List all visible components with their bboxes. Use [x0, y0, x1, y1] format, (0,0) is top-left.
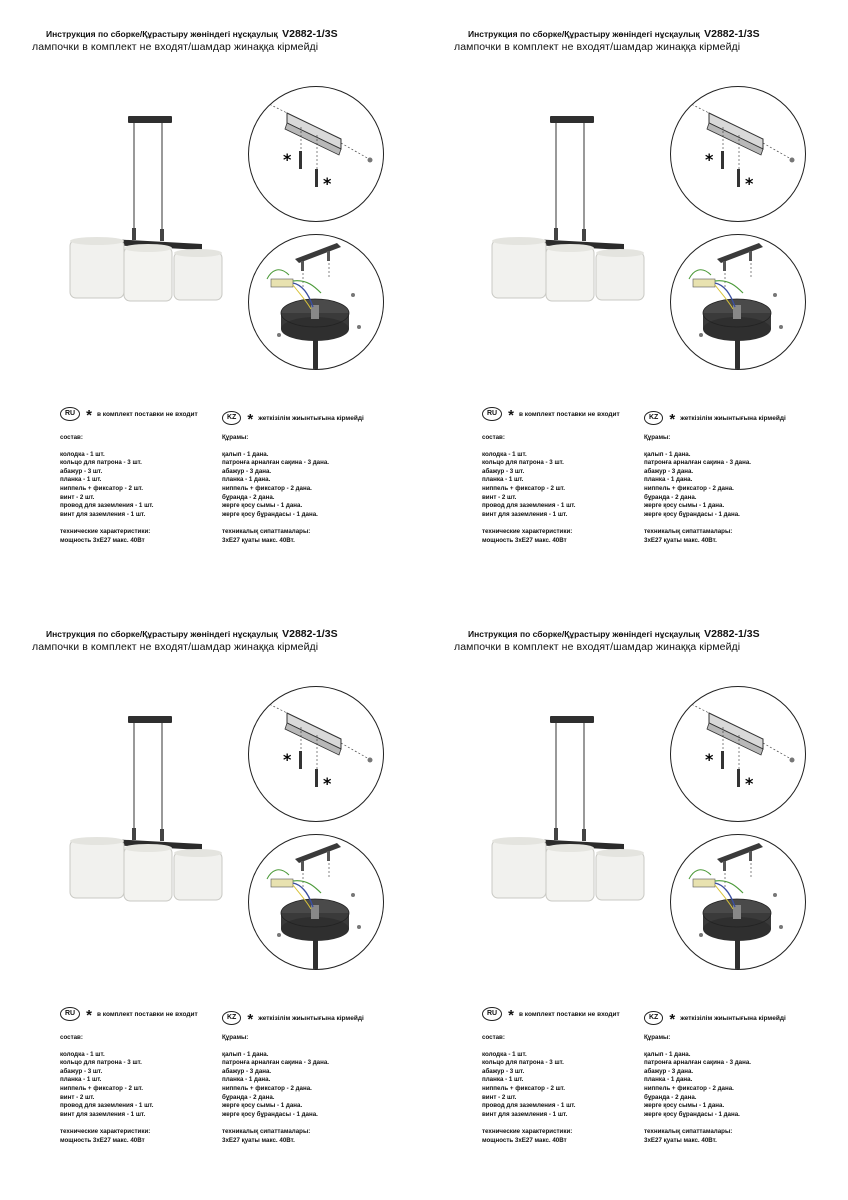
list-item: қалып - 1 дана.: [222, 450, 269, 458]
canopy-wiring-detail: [248, 834, 384, 970]
list-item: абажур - 3 шт.: [482, 467, 525, 475]
kz-contents-column: [644, 434, 844, 546]
kz-note-text: жеткізілім жиынтығына кірмейді: [258, 414, 364, 422]
ru-tech-specs: [482, 528, 642, 545]
list-item: қалып - 1 дана.: [644, 450, 691, 458]
kz-contents-column: [644, 1034, 844, 1146]
asterisk-mark: *: [669, 411, 676, 428]
kz-tech-specs: [222, 1128, 422, 1145]
list-item: винт для заземления - 1 шт.: [482, 1110, 568, 1118]
ru-tech-heading: технические характеристики:: [60, 1128, 151, 1136]
kz-language-badge: KZ: [222, 411, 241, 425]
kz-contents-heading: Құрамы:: [644, 434, 671, 441]
list-item: кольцо для патрона - 3 шт.: [482, 1059, 564, 1067]
asterisk-mark: *: [247, 1011, 254, 1028]
ru-language-badge: RU: [482, 407, 502, 421]
ru-not-included-note: [482, 1004, 620, 1024]
kz-note-text: жеткізілім жиынтығына кірмейді: [258, 1014, 364, 1022]
list-item: абажур - 3 дана.: [644, 467, 694, 475]
asterisk-mark: *: [86, 1007, 92, 1024]
kz-not-included-note: [644, 408, 786, 428]
kz-tech-value: 3хЕ27 қуаты макс. 40Вт.: [644, 1136, 717, 1144]
list-item: жерге қосу сымы - 1 дана.: [644, 502, 725, 510]
ru-contents-column: [60, 434, 220, 546]
list-item: патронға арналған сақина - 3 дана.: [644, 459, 752, 467]
list-item: жерге қосу бұрандасы - 1 дана.: [222, 1110, 318, 1118]
list-item: қалып - 1 дана.: [222, 1050, 269, 1058]
model-number: V2882-1/3S: [704, 628, 760, 640]
list-item: бұрандa - 2 дана.: [644, 1093, 697, 1101]
ru-contents-heading: состав:: [482, 1034, 505, 1041]
kz-tech-heading: техникалық сипаттамалары:: [222, 1128, 311, 1136]
list-item: ниппель + фиксатор - 2 шт.: [482, 484, 565, 492]
list-item: абажур - 3 шт.: [60, 1067, 103, 1075]
svg-text:*: *: [705, 750, 714, 769]
list-item: винт для заземления - 1 шт.: [60, 510, 146, 518]
model-number: V2882-1/3S: [282, 628, 338, 640]
asterisk-mark: *: [247, 411, 254, 428]
mounting-bracket-detail: [248, 86, 384, 222]
list-item: қалып - 1 дана.: [644, 1050, 691, 1058]
kz-tech-heading: техникалық сипаттамалары:: [644, 1128, 733, 1136]
title-prefix: Инструкция по сборке/Құрастыру жөніндегі нұсқаулық: [468, 629, 700, 639]
pendant-lamp-illustration: [62, 710, 238, 910]
list-item: планка - 1 шт.: [482, 476, 524, 484]
model-number: V2882-1/3S: [282, 28, 338, 40]
list-item: колодка - 1 шт.: [60, 450, 105, 458]
svg-text:*: *: [323, 774, 332, 793]
list-item: бұрандa - 2 дана.: [644, 493, 697, 501]
bulbs-note: лампочки в комплект не входят/шамдар жинаққа кірмейді: [32, 641, 319, 653]
mounting-bracket-detail: [670, 686, 806, 822]
svg-text:*: *: [323, 174, 332, 193]
list-item: винт - 2 шт.: [482, 1093, 517, 1101]
list-item: планка - 1 шт.: [60, 476, 102, 484]
list-item: колодка - 1 шт.: [60, 1050, 105, 1058]
canopy-wiring-detail: [670, 834, 806, 970]
list-item: винт - 2 шт.: [482, 493, 517, 501]
list-item: колодка - 1 шт.: [482, 1050, 527, 1058]
ru-note-text: в комплект поставки не входит: [518, 1010, 620, 1018]
list-item: планка - 1 дана.: [222, 476, 271, 484]
instruction-title: [46, 628, 338, 640]
svg-text:*: *: [705, 150, 714, 169]
bulbs-note: лампочки в комплект не входят/шамдар жинаққа кірмейді: [454, 41, 741, 53]
kz-contents-list: [644, 1051, 844, 1120]
list-item: патронға арналған сақина - 3 дана.: [222, 1059, 330, 1067]
svg-text:*: *: [283, 150, 292, 169]
list-item: планка - 1 шт.: [482, 1076, 524, 1084]
list-item: винт для заземления - 1 шт.: [60, 1110, 146, 1118]
ru-language-badge: RU: [60, 407, 80, 421]
ru-language-badge: RU: [482, 1007, 502, 1021]
ru-contents-column: [482, 434, 642, 546]
list-item: провод для заземления - 1 шт.: [482, 502, 576, 510]
list-item: абажур - 3 дана.: [644, 1067, 694, 1075]
pendant-lamp-illustration: [484, 110, 660, 310]
bulbs-note: лампочки в комплект не входят/шамдар жинаққа кірмейді: [32, 41, 319, 53]
kz-tech-value: 3хЕ27 қуаты макс. 40Вт.: [222, 1136, 295, 1144]
list-item: провод для заземления - 1 шт.: [482, 1102, 576, 1110]
ru-tech-heading: технические характеристики:: [482, 1128, 573, 1136]
list-item: патронға арналған сақина - 3 дана.: [222, 459, 330, 467]
kz-tech-heading: техникалық сипаттамалары:: [222, 528, 311, 536]
list-item: абажур - 3 шт.: [482, 1067, 525, 1075]
kz-tech-value: 3хЕ27 қуаты макс. 40Вт.: [644, 536, 717, 544]
list-item: патронға арналған сақина - 3 дана.: [644, 1059, 752, 1067]
kz-not-included-note: [644, 1008, 786, 1028]
list-item: планка - 1 дана.: [222, 1076, 271, 1084]
kz-not-included-note: [222, 408, 364, 428]
list-item: жерге қосу сымы - 1 дана.: [644, 1102, 725, 1110]
instruction-copy-4: [454, 626, 848, 1186]
kz-tech-specs: [222, 528, 422, 545]
list-item: кольцо для патрона - 3 шт.: [60, 459, 142, 467]
kz-language-badge: KZ: [644, 1011, 663, 1025]
instruction-copy-2: [454, 26, 848, 586]
kz-contents-list: [222, 1051, 422, 1120]
instruction-title: [468, 628, 760, 640]
instruction-copy-1: [32, 26, 432, 586]
ru-note-text: в комплект поставки не входит: [96, 1010, 198, 1018]
list-item: провод для заземления - 1 шт.: [60, 502, 154, 510]
title-prefix: Инструкция по сборке/Құрастыру жөніндегі нұсқаулық: [46, 629, 278, 639]
ru-contents-list: [60, 1051, 220, 1120]
list-item: бұрандa - 2 дана.: [222, 493, 275, 501]
asterisk-mark: *: [669, 1011, 676, 1028]
kz-tech-heading: техникалық сипаттамалары:: [644, 528, 733, 536]
ru-not-included-note: [482, 404, 620, 424]
ru-contents-list: [482, 451, 642, 520]
list-item: провод для заземления - 1 шт.: [60, 1102, 154, 1110]
kz-contents-list: [644, 451, 844, 520]
list-item: кольцо для патрона - 3 шт.: [60, 1059, 142, 1067]
kz-language-badge: KZ: [222, 1011, 241, 1025]
mounting-bracket-detail: [670, 86, 806, 222]
canopy-wiring-detail: [670, 234, 806, 370]
kz-note-text: жеткізілім жиынтығына кірмейді: [680, 414, 786, 422]
list-item: винт - 2 шт.: [60, 1093, 95, 1101]
title-prefix: Инструкция по сборке/Құрастыру жөніндегі нұсқаулық: [468, 29, 700, 39]
ru-contents-list: [482, 1051, 642, 1120]
list-item: жерге қосу бұрандасы - 1 дана.: [222, 510, 318, 518]
ru-tech-heading: технические характеристики:: [482, 528, 573, 536]
list-item: жерге қосу бұрандасы - 1 дана.: [644, 510, 740, 518]
ru-not-included-note: [60, 404, 198, 424]
kz-not-included-note: [222, 1008, 364, 1028]
instruction-title: [46, 28, 338, 40]
list-item: жерге қосу сымы - 1 дана.: [222, 502, 303, 510]
kz-tech-specs: [644, 528, 844, 545]
svg-text:*: *: [283, 750, 292, 769]
list-item: кольцо для патрона - 3 шт.: [482, 459, 564, 467]
ru-tech-value: мощность 3хЕ27 макс. 40Вт: [482, 536, 567, 544]
list-item: винт для заземления - 1 шт.: [482, 510, 568, 518]
list-item: колодка - 1 шт.: [482, 450, 527, 458]
kz-tech-value: 3хЕ27 қуаты макс. 40Вт.: [222, 536, 295, 544]
list-item: ниппель + фиксатор - 2 дана.: [644, 1084, 734, 1092]
ru-tech-value: мощность 3хЕ27 макс. 40Вт: [60, 536, 145, 544]
ru-contents-column: [60, 1034, 220, 1146]
ru-tech-value: мощность 3хЕ27 макс. 40Вт: [60, 1136, 145, 1144]
ru-contents-list: [60, 451, 220, 520]
kz-contents-column: [222, 1034, 422, 1146]
list-item: абажур - 3 шт.: [60, 467, 103, 475]
list-item: абажур - 3 дана.: [222, 1067, 272, 1075]
model-number: V2882-1/3S: [704, 28, 760, 40]
pendant-lamp-illustration: [484, 710, 660, 910]
ru-tech-specs: [482, 1128, 642, 1145]
ru-contents-column: [482, 1034, 642, 1146]
ru-tech-value: мощность 3хЕ27 макс. 40Вт: [482, 1136, 567, 1144]
ru-tech-specs: [60, 1128, 220, 1145]
ru-contents-heading: состав:: [60, 1034, 83, 1041]
mounting-bracket-detail: [248, 686, 384, 822]
svg-text:*: *: [745, 774, 754, 793]
list-item: ниппель + фиксатор - 2 дана.: [222, 484, 312, 492]
instruction-copy-3: [32, 626, 432, 1186]
title-prefix: Инструкция по сборке/Құрастыру жөніндегі нұсқаулық: [46, 29, 278, 39]
kz-contents-heading: Құрамы:: [644, 1034, 671, 1041]
bulbs-note: лампочки в комплект не входят/шамдар жинаққа кірмейді: [454, 641, 741, 653]
kz-tech-specs: [644, 1128, 844, 1145]
ru-tech-heading: технические характеристики:: [60, 528, 151, 536]
ru-contents-heading: состав:: [482, 434, 505, 441]
list-item: ниппель + фиксатор - 2 шт.: [482, 1084, 565, 1092]
list-item: ниппель + фиксатор - 2 шт.: [60, 484, 143, 492]
list-item: ниппель + фиксатор - 2 шт.: [60, 1084, 143, 1092]
kz-contents-heading: Құрамы:: [222, 1034, 249, 1041]
canopy-wiring-detail: [248, 234, 384, 370]
ru-note-text: в комплект поставки не входит: [96, 410, 198, 418]
list-item: планка - 1 шт.: [60, 1076, 102, 1084]
asterisk-mark: *: [86, 407, 92, 424]
ru-tech-specs: [60, 528, 220, 545]
asterisk-mark: *: [508, 1007, 514, 1024]
kz-language-badge: KZ: [644, 411, 663, 425]
ru-contents-heading: состав:: [60, 434, 83, 441]
asterisk-mark: *: [508, 407, 514, 424]
kz-note-text: жеткізілім жиынтығына кірмейді: [680, 1014, 786, 1022]
svg-text:*: *: [745, 174, 754, 193]
pendant-lamp-illustration: [62, 110, 238, 310]
list-item: ниппель + фиксатор - 2 дана.: [222, 1084, 312, 1092]
list-item: абажур - 3 дана.: [222, 467, 272, 475]
instruction-title: [468, 28, 760, 40]
list-item: ниппель + фиксатор - 2 дана.: [644, 484, 734, 492]
ru-note-text: в комплект поставки не входит: [518, 410, 620, 418]
list-item: винт - 2 шт.: [60, 493, 95, 501]
list-item: планка - 1 дана.: [644, 476, 693, 484]
list-item: жерге қосу сымы - 1 дана.: [222, 1102, 303, 1110]
ru-language-badge: RU: [60, 1007, 80, 1021]
list-item: бұрандa - 2 дана.: [222, 1093, 275, 1101]
kz-contents-heading: Құрамы:: [222, 434, 249, 441]
list-item: жерге қосу бұрандасы - 1 дана.: [644, 1110, 740, 1118]
kz-contents-column: [222, 434, 422, 546]
ru-not-included-note: [60, 1004, 198, 1024]
list-item: планка - 1 дана.: [644, 1076, 693, 1084]
kz-contents-list: [222, 451, 422, 520]
